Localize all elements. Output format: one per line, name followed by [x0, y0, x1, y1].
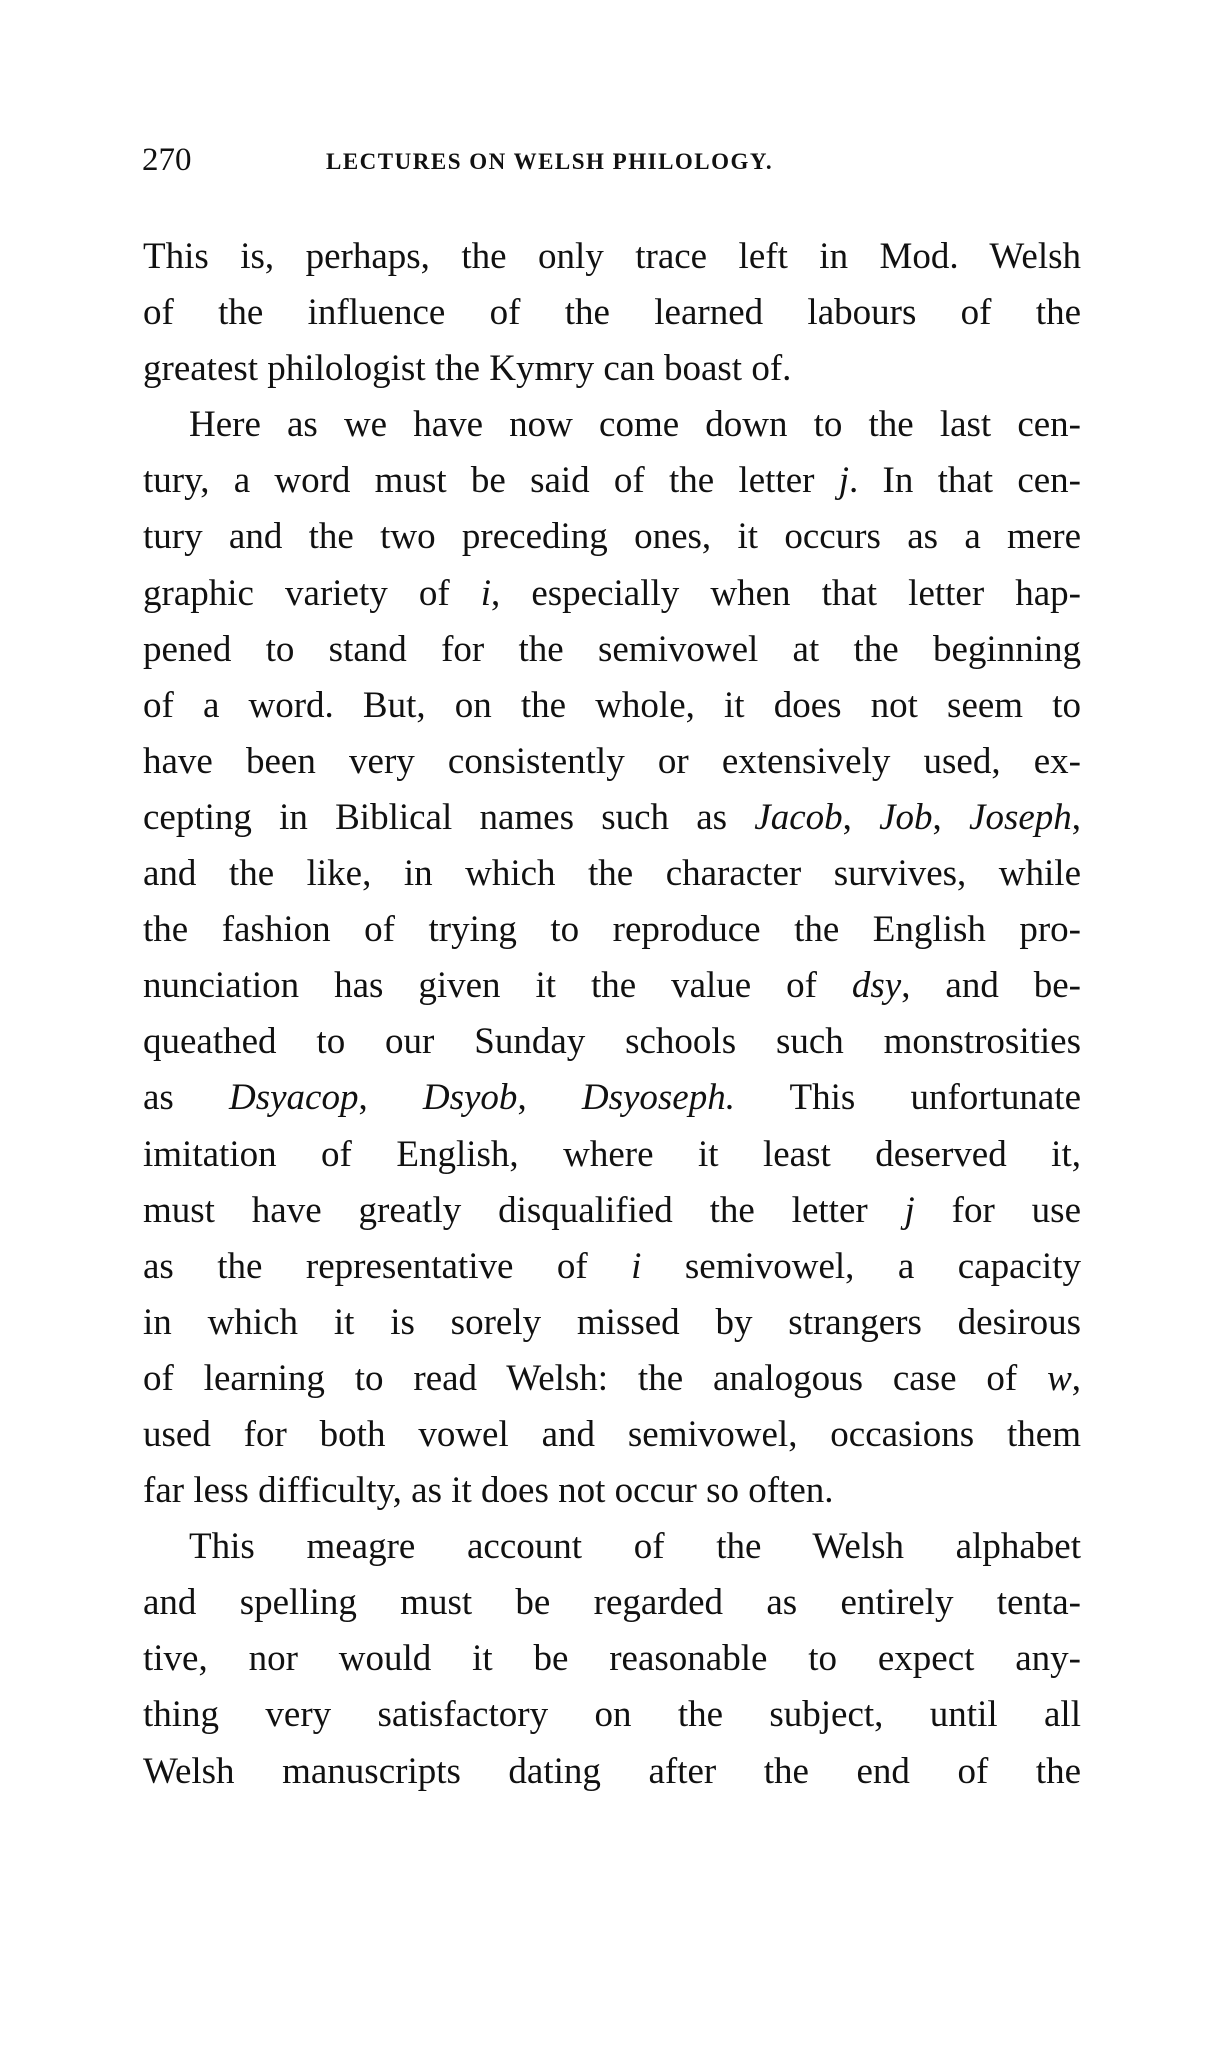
text-line [143, 846, 1081, 902]
text-line [143, 1519, 1081, 1575]
text-segment: graphic variety of [143, 572, 481, 614]
italic-text: Dsyacop [229, 1077, 359, 1119]
text-segment: , [932, 796, 970, 838]
text-segment: cepting in Biblical names such as [143, 796, 755, 838]
text-segment: of the influence of the learned labours of the [143, 292, 1081, 334]
text-segment: of learning to read Welsh: the analogous case of [143, 1357, 1048, 1399]
italic-text: j [838, 460, 849, 502]
text-line [143, 678, 1081, 734]
text-line [143, 1351, 1081, 1407]
text-line [143, 1744, 1081, 1800]
text-line [143, 622, 1081, 678]
text-segment: pened to stand for the semivowel at the beginning [143, 628, 1081, 670]
text-segment: thing very satisfactory on the subject, until all [143, 1694, 1081, 1736]
text-segment: and spelling must be regarded as entirely tenta- [143, 1582, 1081, 1624]
text-segment: , [517, 1077, 582, 1119]
text-line [143, 1463, 1081, 1519]
text-line [143, 509, 1081, 565]
text-line [143, 1295, 1081, 1351]
text-segment: must have greatly disqualified the letter [143, 1189, 905, 1231]
text-line [143, 1407, 1081, 1463]
italic-text: Dsyob [422, 1077, 518, 1119]
running-head-title: LECTURES ON WELSH PHILOLOGY. [326, 149, 774, 174]
text-line [143, 1631, 1081, 1687]
text-segment: tury and the two preceding ones, it occurs as a mere [143, 516, 1081, 558]
text-line [143, 566, 1081, 622]
text-segment: have been very consistently or extensively used, ex- [143, 740, 1081, 782]
text-segment: in which it is sorely missed by strangers desirous [143, 1301, 1081, 1343]
text-line [143, 1575, 1081, 1631]
text-segment: queathed to our Sunday schools such monstrosities [143, 1021, 1081, 1063]
text-line [143, 1127, 1081, 1183]
text-segment: used for both vowel and semivowel, occasions them [143, 1413, 1081, 1455]
italic-text: w [1047, 1357, 1072, 1399]
italic-text: i [631, 1245, 642, 1287]
text-segment: as [143, 1077, 229, 1119]
text-segment: , [842, 796, 880, 838]
text-segment: This meagre account of the Welsh alphabet [189, 1526, 1081, 1568]
italic-text: j [904, 1189, 915, 1231]
text-line [143, 1239, 1081, 1295]
text-line [143, 1183, 1081, 1239]
text-segment: as the representative of [143, 1245, 632, 1287]
text-segment: imitation of English, where it least deserved it, [143, 1133, 1081, 1175]
italic-text: Joseph [969, 796, 1072, 838]
text-line [143, 341, 1081, 397]
text-segment: the fashion of trying to reproduce the English pro- [143, 909, 1081, 951]
text-line [143, 958, 1081, 1014]
text-segment: tive, nor would it be reasonable to expect any- [143, 1638, 1081, 1680]
text-segment: of a word. But, on the whole, it does not seem to [143, 684, 1081, 726]
body-text [143, 229, 1081, 1800]
text-segment: greatest philologist the Kymry can boast of. [143, 348, 792, 390]
text-line [143, 229, 1081, 285]
text-line [143, 902, 1081, 958]
text-line [143, 1070, 1081, 1126]
text-segment: and the like, in which the character survives, while [143, 853, 1081, 895]
text-segment: , especially when that letter hap- [491, 572, 1081, 614]
text-segment: for use [914, 1189, 1081, 1231]
text-segment: Welsh manuscripts dating after the end of the [143, 1750, 1081, 1792]
text-line [143, 453, 1081, 509]
italic-text: i [480, 572, 492, 614]
text-line [143, 285, 1081, 341]
running-header [142, 138, 1082, 182]
text-segment: , and be- [901, 965, 1081, 1007]
text-segment: This unfortunate [734, 1077, 1081, 1119]
text-segment: semivowel, a capacity [641, 1245, 1081, 1287]
text-line [143, 734, 1081, 790]
text-segment: , [1071, 796, 1081, 838]
text-segment: , [358, 1077, 423, 1119]
italic-text: Dsyoseph. [581, 1077, 735, 1119]
text-line [143, 1014, 1081, 1070]
text-segment: Here as we have now come down to the last cen- [189, 404, 1081, 446]
text-segment: far less difficulty, as it does not occur so often. [143, 1470, 834, 1512]
text-line [143, 790, 1081, 846]
text-segment: , [1071, 1357, 1081, 1399]
italic-text: Job [879, 796, 933, 838]
italic-text: dsy [851, 965, 902, 1007]
italic-text: Jacob [754, 796, 843, 838]
text-segment: . In that cen- [849, 460, 1081, 502]
text-segment: nunciation has given it the value of [143, 965, 852, 1007]
text-segment: tury, a word must be said of the letter [143, 460, 839, 502]
page-number: 270 [142, 142, 192, 178]
text-line [143, 397, 1081, 453]
text-segment: This is, perhaps, the only trace left in Mod. Welsh [143, 236, 1081, 277]
text-line [143, 1687, 1081, 1743]
